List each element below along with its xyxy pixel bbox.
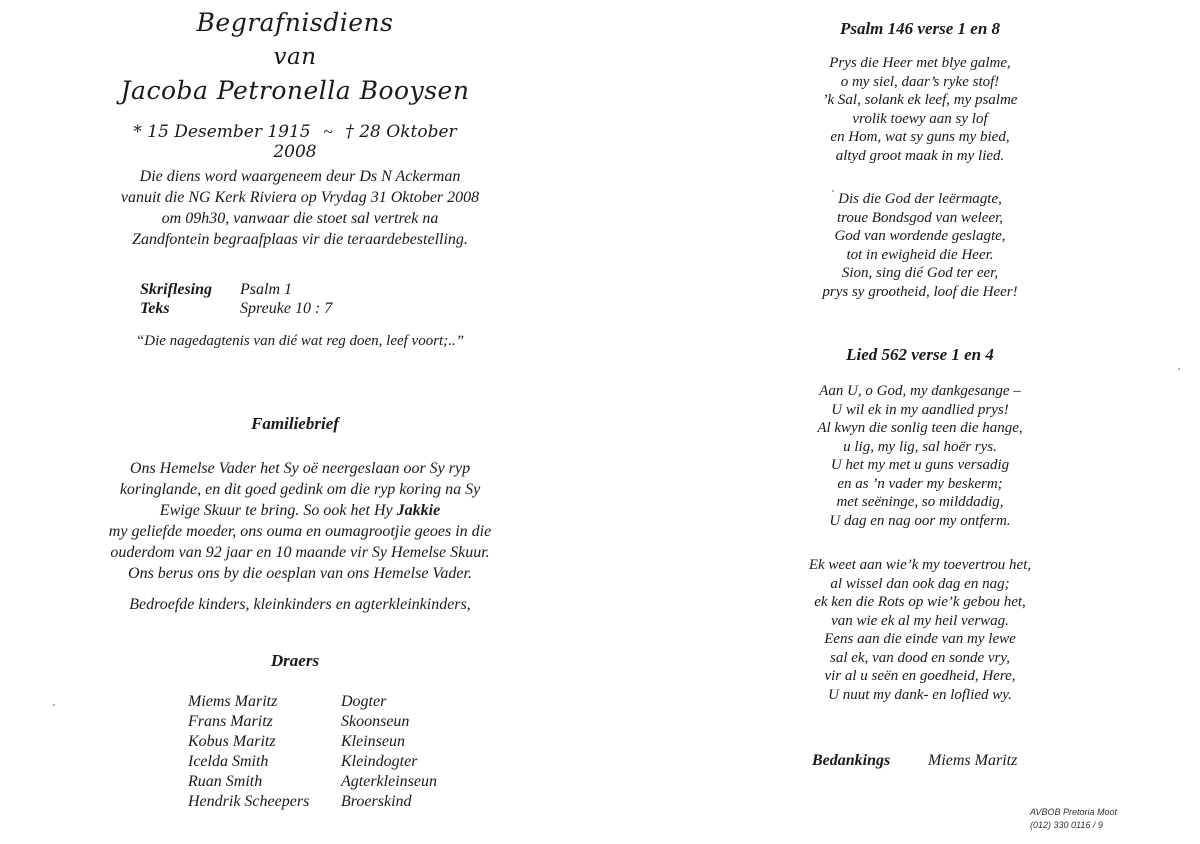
bearer-name: Frans Maritz	[188, 713, 273, 730]
death-date: † 28 Oktober 2008	[273, 122, 457, 162]
text-label: Teks	[140, 300, 170, 317]
familiebrief-text	[70, 458, 530, 584]
list-item	[188, 752, 437, 772]
service-details	[80, 166, 520, 250]
verse-line: tot in ewigheid die Heer.	[846, 246, 994, 263]
verse-line: U dag en nag oor my ontferm.	[829, 512, 1011, 529]
verse-line: o my siel, daar’s ryke stof!	[840, 73, 1000, 90]
birth-date: * 15 Desember 1915	[133, 122, 311, 142]
list-item	[188, 692, 437, 712]
scan-speck	[53, 704, 55, 706]
verse-line: Aan U, o God, my dankgesange –	[819, 383, 1021, 399]
familiebrief-signoff: Bedroefde kinders, kleinkinders en agterkleinkinders,	[129, 596, 471, 613]
scan-speck	[1178, 368, 1180, 370]
verse-line: met seëninge, so milddadig,	[836, 494, 1004, 510]
list-item	[188, 792, 437, 812]
nickname: Jakkie	[396, 502, 441, 519]
lied-stanza-1	[770, 382, 1070, 530]
list-item	[188, 712, 437, 732]
psalm-stanza-1	[770, 54, 1070, 165]
verse-line: Prys die Heer met blye galme,	[829, 55, 1011, 71]
letter-line: my geliefde moeder, ons ouma en oumagrootjie geoes in die	[108, 523, 492, 540]
service-title: Begrafnisdiens	[196, 8, 394, 37]
service-line: vanuit die NG Kerk Riviera op Vrydag 31 Oktober 2008	[120, 189, 480, 206]
undertaker-name: AVBOB Pretoria Moot	[1030, 807, 1118, 817]
deceased-name: Jacoba Petronella Booysen	[120, 76, 470, 105]
text-value: Spreuke 10 : 7	[240, 300, 333, 317]
service-line: om 09h30, vanwaar die stoet sal vertrek na	[161, 210, 439, 227]
verse-line: troue Bondsgod van weleer,	[836, 209, 1004, 226]
letter-line: ouderdom van 92 jaar en 10 maande vir Sy Hemelse Skuur.	[110, 544, 490, 561]
lied-stanza-2	[770, 556, 1070, 704]
bearer-name: Ruan Smith	[188, 773, 263, 790]
scripture-block	[140, 280, 332, 318]
verse-line: sal ek, van dood en sonde vry,	[830, 649, 1010, 666]
letter-line: koringlande, en dit goed gedink om die ryp koring na Sy	[119, 481, 481, 498]
verse-line: Al kwyn die sonlig teen die hange,	[817, 420, 1023, 436]
bearer-name: Hendrik Scheepers	[188, 793, 310, 810]
bearer-relation: Broerskind	[341, 793, 412, 810]
psalm-stanza-2	[770, 190, 1070, 301]
van-line: van	[273, 44, 317, 70]
bearer-relation: Skoonseun	[341, 713, 410, 730]
verse-line: en Hom, wat sy guns my bied,	[830, 129, 1010, 145]
letter-line	[70, 500, 530, 521]
verse-line: Dis die God der leërmagte,	[838, 191, 1002, 207]
letter-line: Ons berus ons by die oesplan van ons Hemelse Vader.	[128, 565, 472, 582]
undertaker-phone: (012) 330 0116 / 9	[1030, 820, 1103, 830]
bearer-relation: Kleinseun	[341, 733, 405, 750]
bearer-relation: Kleindogter	[341, 753, 418, 770]
reading-value: Psalm 1	[240, 281, 292, 298]
verse-line: ’k Sal, solank ek leef, my psalme	[822, 92, 1018, 108]
verse-line: Sion, sing dié God ter eer,	[841, 265, 999, 281]
service-line: Die diens word waargeneem deur Ds N Ackerman	[139, 168, 461, 185]
life-dates	[120, 122, 470, 162]
letter-line: Ons Hemelse Vader het Sy oë neergeslaan oor Sy ryp	[129, 460, 471, 477]
verse-line: God van wordende geslagte,	[834, 228, 1006, 244]
verse-line: Ek weet aan wie’k my toevertrou het,	[808, 557, 1032, 573]
undertaker-footer	[1030, 806, 1180, 832]
list-item	[188, 772, 437, 792]
verse-line: U wil ek in my aandlied prys!	[831, 401, 1009, 418]
reading-label: Skriflesing	[140, 281, 213, 298]
bearer-name: Icelda Smith	[188, 753, 269, 770]
scripture-quote: “Die nagedagtenis van dié wat reg doen, leef voort;..”	[135, 333, 465, 349]
bedankings-row	[812, 752, 1017, 770]
service-line: Zandfontein begraafplaas vir die teraardebestelling.	[132, 231, 468, 248]
verse-line: altyd groot maak in my lied.	[835, 147, 1005, 164]
bearer-name: Miems Maritz	[188, 693, 278, 710]
draers-heading: Draers	[270, 651, 320, 670]
date-separator: ~	[323, 122, 333, 141]
verse-line: vir al u seën en goedheid, Here,	[824, 668, 1016, 684]
verse-line: U het my met u guns versadig	[830, 457, 1010, 473]
verse-line: Eens aan die einde van my lewe	[824, 631, 1016, 647]
bedankings-label: Bedankings	[812, 752, 891, 769]
familiebrief-heading: Familiebrief	[251, 414, 339, 433]
bearer-name: Kobus Maritz	[188, 733, 276, 750]
bearer-relation: Agterkleinseun	[341, 773, 437, 790]
verse-line: vrolik toewy aan sy lof	[852, 110, 988, 127]
verse-line: u lig, my lig, sal hoër rys.	[843, 438, 997, 455]
verse-line: prys sy grootheid, loof die Heer!	[822, 283, 1018, 300]
draers-list	[188, 692, 437, 812]
verse-line: en as ’n vader my beskerm;	[837, 475, 1003, 492]
scan-speck	[832, 190, 834, 192]
verse-line: U nuut my dank- en loflied wy.	[828, 686, 1012, 703]
psalm-heading: Psalm 146 verse 1 en 8	[839, 19, 1001, 38]
verse-line: al wissel dan ook dag en nag;	[830, 575, 1010, 592]
verse-line: ek ken die Rots op wie’k gebou het,	[814, 594, 1026, 610]
letter-line-text: Ewige Skuur te bring. So ook het Hy	[159, 502, 393, 519]
list-item	[188, 732, 437, 752]
lied-heading: Lied 562 verse 1 en 4	[846, 345, 994, 364]
verse-line: van wie ek al my heil verwag.	[831, 612, 1009, 629]
bearer-relation: Dogter	[341, 693, 387, 710]
bedankings-name: Miems Maritz	[928, 752, 1018, 769]
